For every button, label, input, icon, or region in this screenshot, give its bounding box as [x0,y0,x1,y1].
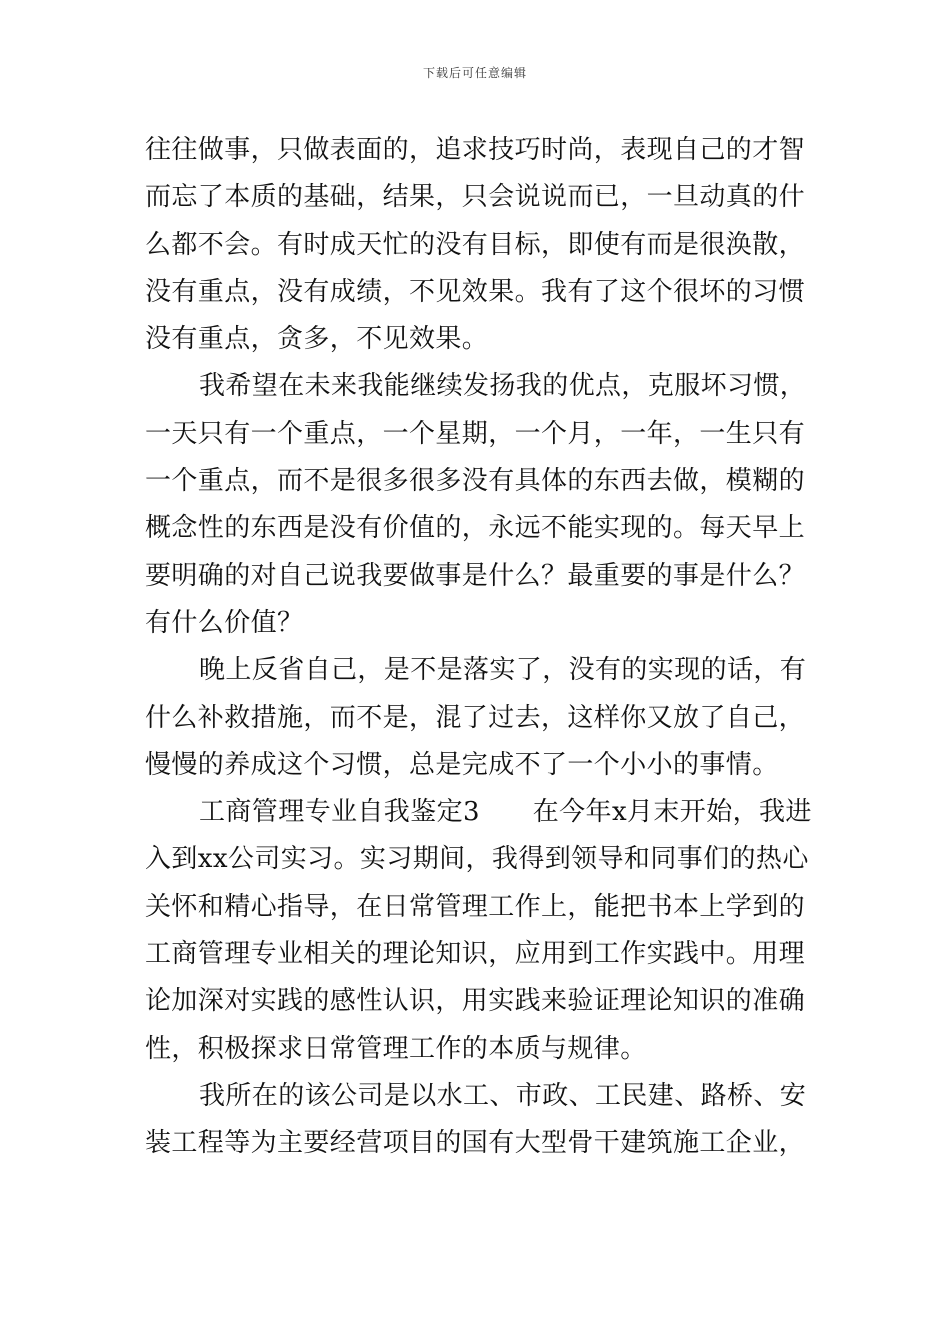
body-line: 关怀和精心指导，在日常管理工作上，能把书本上学到的 [145,891,806,922]
body-line: 论加深对实践的感性认识，用实践来验证理论知识的准确 [145,986,806,1017]
body-line: 工商管理专业相关的理论知识，应用到工作实践中。用理 [145,939,806,970]
body-line: 入到xx公司实习。实习期间，我得到领导和同事们的热心 [145,844,809,875]
body-line: 我希望在未来我能继续发扬我的优点，克服坏习惯， [199,371,807,402]
body-line: 一个重点，而不是很多很多没有具体的东西去做，模糊的 [145,466,806,497]
body-line: 工商管理专业自我鉴定3 在今年x月末开始，我进 [199,797,812,828]
body-line: 什么补救措施，而不是，混了过去，这样你又放了自己， [145,702,806,733]
body-line: 慢慢的养成这个习惯，总是完成不了一个小小的事情。 [145,749,779,780]
body-line: 有什么价值？ [145,607,304,638]
body-line: 要明确的对自己说我要做事是什么？最重要的事是什么？ [145,560,806,591]
body-line: 没有重点，没有成绩，不见效果。我有了这个很坏的习惯 [145,276,806,307]
body-line: 么都不会。有时成天忙的没有目标，即使有而是很涣散， [145,229,806,260]
body-text [145,127,812,1168]
body-line: 我所在的该公司是以水工、市政、工民建、路桥、安 [199,1080,807,1111]
body-line: 晚上反省自己，是不是落实了，没有的实现的话，有 [199,655,807,686]
body-line: 性，积极探求日常管理工作的本质与规律。 [145,1033,647,1064]
page-header: 下载后可任意编辑 [422,66,527,80]
body-line: 装工程等为主要经营项目的国有大型骨干建筑施工企业， [145,1128,806,1159]
body-line: 一天只有一个重点，一个星期，一个月，一年，一生只有 [145,418,806,449]
body-line: 概念性的东西是没有价值的，永远不能实现的。每天早上 [145,513,806,544]
body-line: 没有重点，贪多，不见效果。 [145,324,489,355]
body-line: 而忘了本质的基础，结果，只会说说而已，一旦动真的什 [145,182,806,213]
body-line: 往往做事，只做表面的，追求技巧时尚，表现自己的才智 [145,135,806,165]
